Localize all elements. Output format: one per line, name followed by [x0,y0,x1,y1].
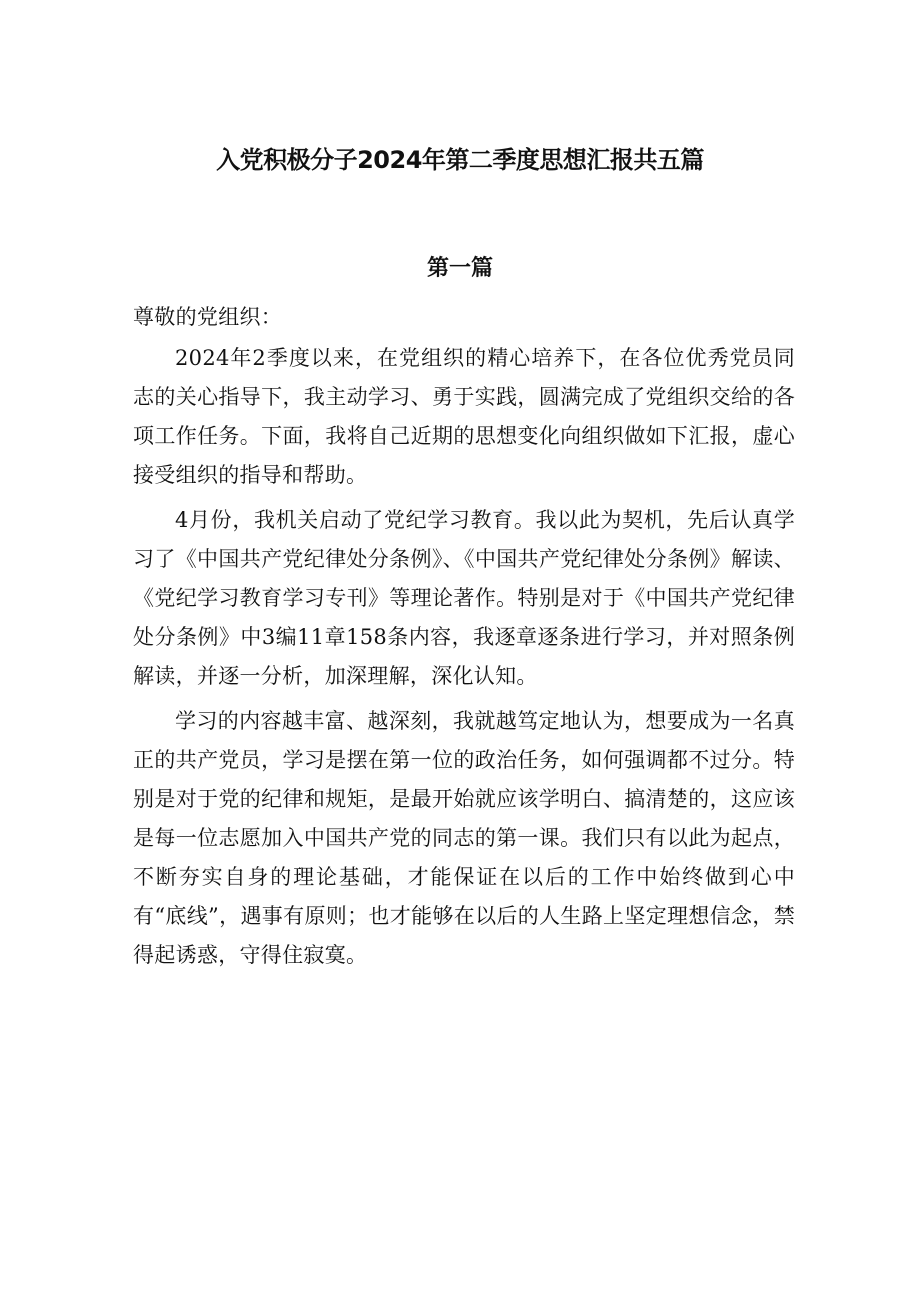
paragraph: 4月份，我机关启动了党纪学习教育。我以此为契机，先后认真学习了《中国共产党纪律处分条例》、《中国共产党纪律处分条例》解读、《党纪学习教育学习专刊》等理论著作。特别是对于《中国共产党纪律处分条例》中3编11章158条内容，我逐章逐条进行学习，并对照条例解读，并逐一分析，加深理解，深化认知。 [133,508,795,688]
salutation: 尊敬的党组织： [133,305,283,329]
document-body [133,298,795,975]
paragraph: 2024年2季度以来，在党组织的精心培养下，在各位优秀党员同志的关心指导下，我主动学习、勇于实践，圆满完成了党组织交给的各项工作任务。下面，我将自己近期的思想变化向组织做如下汇报，虚心接受组织的指导和帮助。 [133,346,795,487]
document-title: 入党积极分子2024年第二季度思想汇报共五篇 [216,146,704,174]
paragraph: 学习的内容越丰富、越深刻，我就越笃定地认为，想要成为一名真正的共产党员，学习是摆在第一位的政治任务，如何强调都不过分。特别是对于党的纪律和规矩，是最开始就应该学明白、搞清楚的，这应该是每一位志愿加入中国共产党的同志的第一课。我们只有以此为起点，不断夯实自身的理论基础，才能保证在以后的工作中始终做到心中有“底线”，遇事有原则；也才能够在以后的人生路上坚定理想信念，禁得起诱惑，守得住寂寞。 [133,709,795,967]
section-title: 第一篇 [426,256,493,281]
